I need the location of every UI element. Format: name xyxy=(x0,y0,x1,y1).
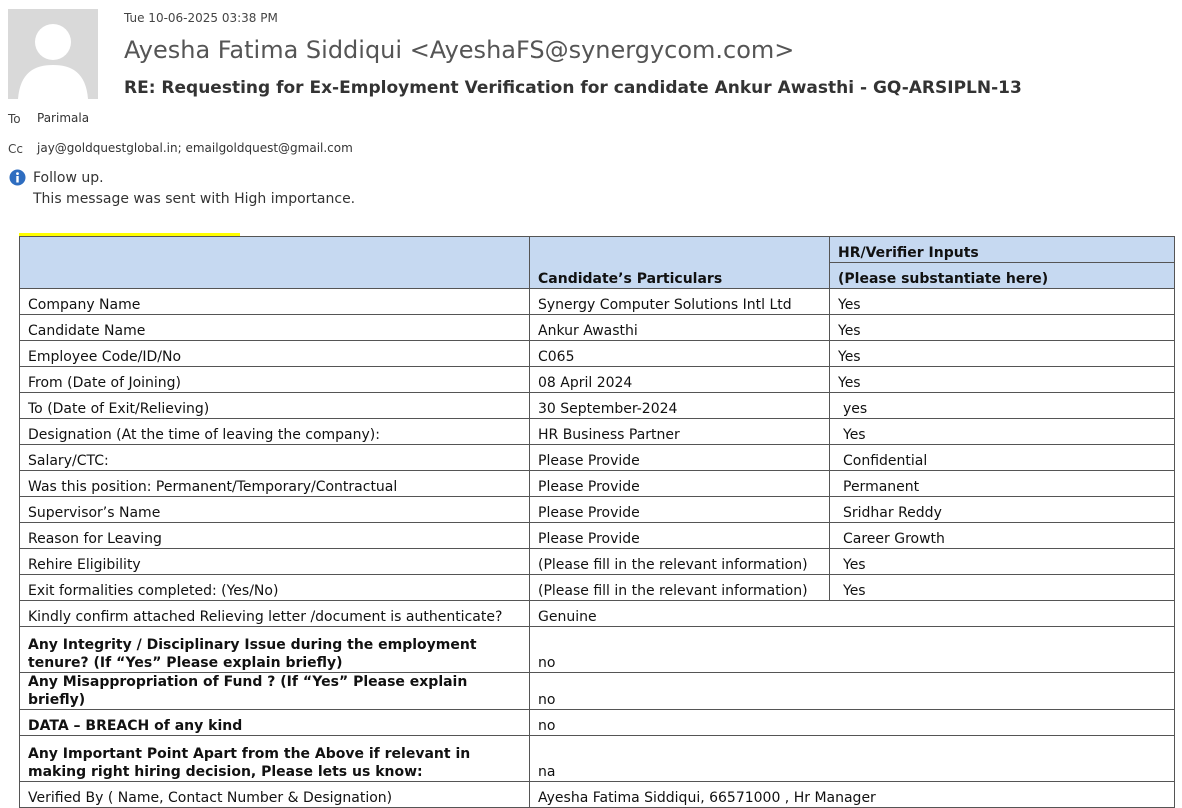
row-particular: Please Provide xyxy=(530,523,830,549)
table-row xyxy=(20,471,1175,497)
row-label: Supervisor’s Name xyxy=(20,497,530,523)
table-header-row xyxy=(20,237,1175,263)
table-row xyxy=(20,315,1175,341)
row-verifier-input: Yes xyxy=(830,549,1175,575)
row-label: From (Date of Joining) xyxy=(20,367,530,393)
table-row xyxy=(20,393,1175,419)
table-row xyxy=(20,289,1175,315)
table-row xyxy=(20,445,1175,471)
table-row xyxy=(20,627,1175,673)
row-verifier-input: Career Growth xyxy=(830,523,1175,549)
row-value: no xyxy=(530,627,1175,673)
row-label: Was this position: Permanent/Temporary/Contractual xyxy=(20,471,530,497)
table-row xyxy=(20,367,1175,393)
row-particular: Please Provide xyxy=(530,471,830,497)
info-icon xyxy=(9,169,26,186)
cc-label: Cc xyxy=(8,142,23,156)
row-particular: Please Provide xyxy=(530,445,830,471)
row-verifier-input: Yes xyxy=(830,315,1175,341)
row-particular: HR Business Partner xyxy=(530,419,830,445)
row-label: Verified By ( Name, Contact Number & Designation) xyxy=(20,782,530,808)
row-verifier-input: Sridhar Reddy xyxy=(830,497,1175,523)
sender-avatar xyxy=(8,9,98,99)
table-row xyxy=(20,575,1175,601)
row-particular: Ankur Awasthi xyxy=(530,315,830,341)
row-verifier-input: Yes xyxy=(830,367,1175,393)
row-label: Any Integrity / Disciplinary Issue during the employment tenure? (If “Yes” Please explain briefly) xyxy=(20,627,530,673)
header-candidate-particulars: Candidate’s Particulars xyxy=(530,237,830,289)
row-verifier-input: Yes xyxy=(830,289,1175,315)
header-substantiate: (Please substantiate here) xyxy=(830,263,1175,289)
row-particular: C065 xyxy=(530,341,830,367)
row-value: no xyxy=(530,673,1175,710)
row-label: Company Name xyxy=(20,289,530,315)
row-particular: Synergy Computer Solutions Intl Ltd xyxy=(530,289,830,315)
sender-name[interactable]: Ayesha Fatima Siddiqui <AyeshaFS@synergycom.com> xyxy=(124,36,795,64)
row-label: Any Misappropriation of Fund ? (If “Yes” Please explain briefly) xyxy=(20,673,530,710)
row-label: Kindly confirm attached Relieving letter /document is authenticate? xyxy=(20,601,530,627)
row-label: DATA – BREACH of any kind xyxy=(20,710,530,736)
row-particular: Please Provide xyxy=(530,497,830,523)
row-value: Genuine xyxy=(530,601,1175,627)
row-particular: 30 September-2024 xyxy=(530,393,830,419)
row-verifier-input: Yes xyxy=(830,419,1175,445)
row-particular: (Please fill in the relevant information) xyxy=(530,549,830,575)
row-label: Reason for Leaving xyxy=(20,523,530,549)
person-icon xyxy=(8,9,98,99)
row-label: Exit formalities completed: (Yes/No) xyxy=(20,575,530,601)
header-hr-inputs: HR/Verifier Inputs xyxy=(830,237,1175,263)
row-value: no xyxy=(530,710,1175,736)
importance-notice: This message was sent with High importance. xyxy=(33,191,356,207)
table-row xyxy=(20,736,1175,782)
row-label: Employee Code/ID/No xyxy=(20,341,530,367)
table-row xyxy=(20,497,1175,523)
row-label: Candidate Name xyxy=(20,315,530,341)
verification-table xyxy=(19,236,1175,808)
row-value: na xyxy=(530,736,1175,782)
table-row xyxy=(20,549,1175,575)
row-particular: 08 April 2024 xyxy=(530,367,830,393)
table-row xyxy=(20,601,1175,627)
cc-recipients[interactable]: jay@goldquestglobal.in; emailgoldquest@gmail.com xyxy=(37,141,353,155)
row-verifier-input: Yes xyxy=(830,341,1175,367)
row-label: Salary/CTC: xyxy=(20,445,530,471)
row-verifier-input: Yes xyxy=(830,575,1175,601)
to-label: To xyxy=(8,112,21,126)
email-date: Tue 10-06-2025 03:38 PM xyxy=(124,11,278,25)
row-verifier-input: Confidential xyxy=(830,445,1175,471)
header-empty-cell xyxy=(20,237,530,289)
row-verifier-input: yes xyxy=(830,393,1175,419)
table-row xyxy=(20,782,1175,808)
row-particular: (Please fill in the relevant information) xyxy=(530,575,830,601)
table-row xyxy=(20,523,1175,549)
row-value: Ayesha Fatima Siddiqui, 66571000 , Hr Manager xyxy=(530,782,1175,808)
row-label: Any Important Point Apart from the Above if relevant in making right hiring decision, Please lets us know: xyxy=(20,736,530,782)
table-row xyxy=(20,710,1175,736)
follow-up-flag: Follow up. xyxy=(33,170,104,186)
email-subject: RE: Requesting for Ex-Employment Verification for candidate Ankur Awasthi - GQ-ARSIPLN-13 xyxy=(124,78,1022,98)
row-label: Designation (At the time of leaving the company): xyxy=(20,419,530,445)
row-verifier-input: Permanent xyxy=(830,471,1175,497)
to-recipient[interactable]: Parimala xyxy=(37,111,90,125)
row-label: Rehire Eligibility xyxy=(20,549,530,575)
table-row xyxy=(20,673,1175,710)
table-row xyxy=(20,419,1175,445)
row-label: To (Date of Exit/Relieving) xyxy=(20,393,530,419)
table-row xyxy=(20,341,1175,367)
